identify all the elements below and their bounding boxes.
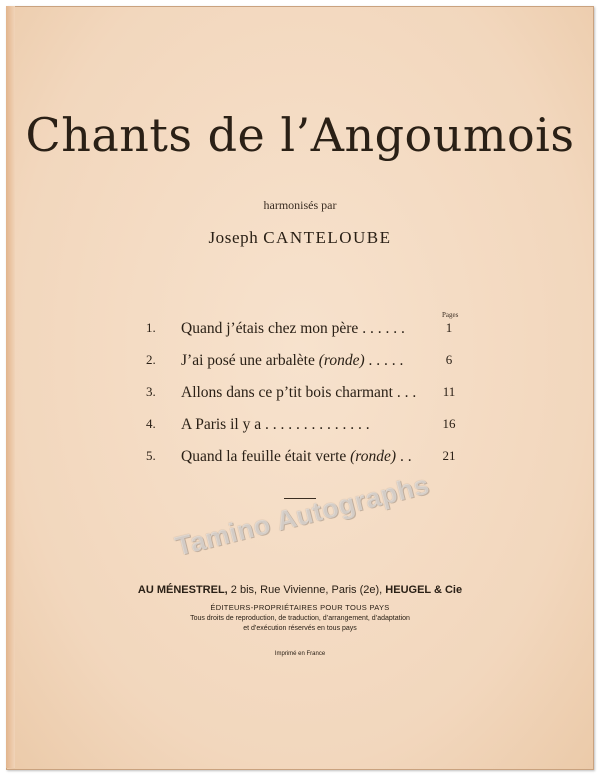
toc-item-page: 21 [442, 448, 456, 463]
toc-leader: . . [399, 448, 412, 465]
table-of-contents [146, 320, 466, 480]
toc-item-note: (ronde) [350, 448, 397, 465]
toc-item-number: 4. [146, 416, 156, 431]
publisher-name: AU MÉNESTREL, [137, 584, 228, 596]
toc-item [146, 352, 466, 384]
toc-item-title: J’ai posé une arbalète [181, 352, 315, 369]
publisher-rights-title: ÉDITEURS-PROPRIÉTAIRES POUR TOUS PAYS [210, 603, 390, 612]
toc-item-title: Allons dans ce p’tit bois charmant [181, 384, 393, 401]
toc-leader: . . . . . [368, 352, 404, 369]
watermark-text: Tamino Autographs [172, 469, 433, 562]
toc-leader: . . . . . . . . . . . . . . [264, 416, 370, 433]
rights-line-1: Tous droits de reproduction, de traduction, d’arrangement, d’adaptation [190, 615, 410, 622]
toc-item-number: 2. [146, 352, 156, 367]
composer-name [0, 228, 600, 248]
publisher-address: 2 bis, Rue Vivienne, Paris (2e), [230, 584, 383, 596]
page-title: Chants de l’Angoumois [25, 108, 575, 162]
toc-item-page: 11 [442, 384, 456, 399]
publisher-rights-text [0, 614, 600, 634]
imprint-line: Imprimé en France [274, 651, 326, 657]
toc-item [146, 384, 466, 416]
composer-last-name: CANTELOUBE [263, 228, 392, 247]
toc-leader: . . . [396, 384, 417, 401]
toc-item-title: A Paris il y a [181, 416, 262, 433]
pages-column-header: Pages [442, 311, 459, 319]
subtitle: harmonisés par [263, 198, 337, 212]
toc-item-page: 1 [445, 320, 453, 335]
toc-item-number: 1. [146, 320, 156, 335]
toc-item-title: Quand j’étais chez mon père [181, 320, 359, 337]
publisher-partner: HEUGEL & Cie [385, 584, 463, 596]
toc-item [146, 320, 466, 352]
toc-leader: . . . . . . [362, 320, 405, 337]
composer-first-name: Joseph [208, 228, 259, 247]
toc-item [146, 416, 466, 448]
toc-item-page: 6 [445, 352, 453, 367]
rights-line-2: et d’exécution réservés en tous pays [243, 625, 357, 632]
toc-item-number: 5. [146, 448, 156, 463]
publisher-line [0, 584, 600, 596]
toc-item-number: 3. [146, 384, 156, 399]
toc-item-title: Quand la feuille était verte [181, 448, 347, 465]
toc-item-note: (ronde) [318, 352, 365, 369]
toc-item-page: 16 [442, 416, 456, 431]
